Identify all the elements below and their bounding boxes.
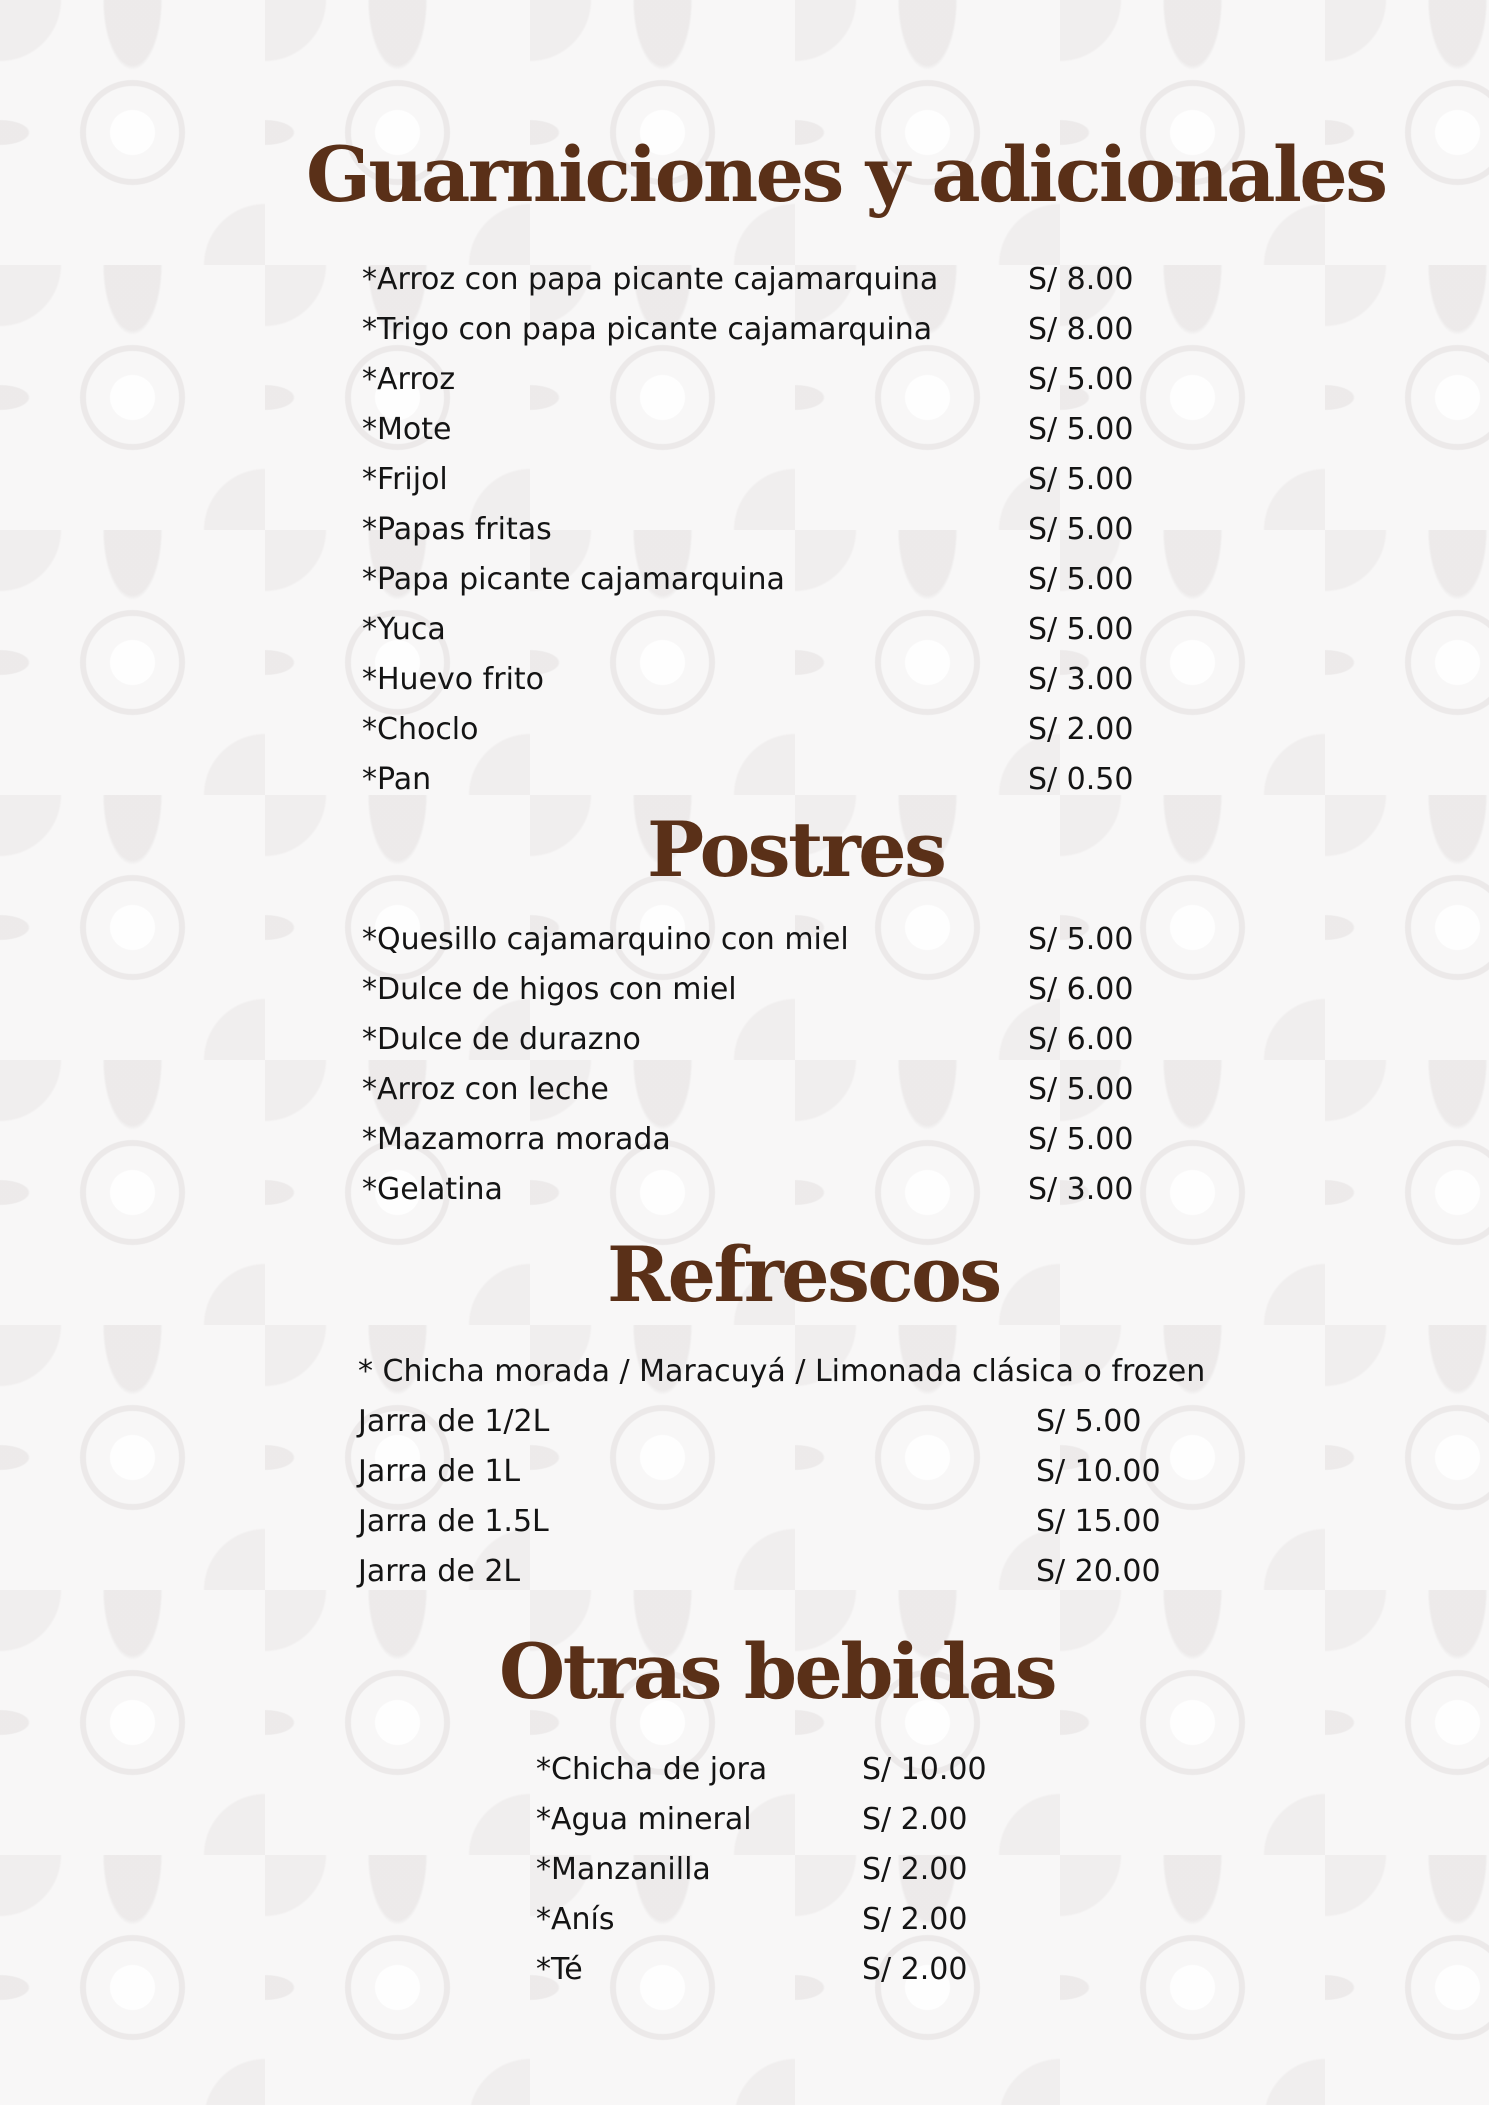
item-price: S/ 5.00 xyxy=(1028,462,1134,497)
item-price: S/ 5.00 xyxy=(1036,1404,1142,1439)
item-price: S/ 2.00 xyxy=(862,1952,968,1987)
item-price: S/ 2.00 xyxy=(1028,712,1134,747)
item-name: Jarra de 1.5L xyxy=(358,1504,549,1539)
item-price: S/ 3.00 xyxy=(1028,1172,1134,1207)
item-name: *Huevo frito xyxy=(362,662,545,697)
item-price: S/ 3.00 xyxy=(1028,662,1134,697)
section-title-refrescos: Refrescos xyxy=(607,1230,1000,1319)
item-name: *Frijol xyxy=(362,462,448,497)
item-name: *Trigo con papa picante cajamarquina xyxy=(362,312,933,347)
section-title-otras-bebidas: Otras bebidas xyxy=(499,1627,1056,1716)
item-price: S/ 20.00 xyxy=(1036,1554,1161,1589)
item-name: *Té xyxy=(536,1952,583,1987)
item-price: S/ 15.00 xyxy=(1036,1504,1161,1539)
item-price: S/ 5.00 xyxy=(1028,562,1134,597)
item-name: *Papas fritas xyxy=(362,512,552,547)
item-name: *Mote xyxy=(362,412,452,447)
item-name: *Agua mineral xyxy=(536,1802,752,1837)
item-price: S/ 5.00 xyxy=(1028,922,1134,957)
item-price: S/ 5.00 xyxy=(1028,612,1134,647)
item-name: *Pan xyxy=(362,762,432,797)
item-name: *Gelatina xyxy=(362,1172,503,1207)
item-name: Jarra de 2L xyxy=(358,1554,521,1589)
item-price: S/ 2.00 xyxy=(862,1902,968,1937)
item-name: *Arroz con papa picante cajamarquina xyxy=(362,262,939,297)
item-price: S/ 8.00 xyxy=(1028,262,1134,297)
item-name: *Manzanilla xyxy=(536,1852,711,1887)
item-name: *Dulce de higos con miel xyxy=(362,972,737,1007)
item-name: *Mazamorra morada xyxy=(362,1122,671,1157)
item-price: S/ 5.00 xyxy=(1028,1122,1134,1157)
item-name: *Chicha de jora xyxy=(536,1752,768,1787)
item-name: Jarra de 1/2L xyxy=(358,1404,550,1439)
item-name: *Arroz con leche xyxy=(362,1072,609,1107)
section-title-postres: Postres xyxy=(647,805,945,894)
item-price: S/ 5.00 xyxy=(1028,362,1134,397)
item-name: *Papa picante cajamarquina xyxy=(362,562,785,597)
item-name: *Quesillo cajamarquino con miel xyxy=(362,922,849,957)
item-price: S/ 5.00 xyxy=(1028,1072,1134,1107)
item-name: Jarra de 1L xyxy=(358,1454,521,1489)
item-price: S/ 6.00 xyxy=(1028,972,1134,1007)
item-name: *Arroz xyxy=(362,362,456,397)
item-name: *Yuca xyxy=(362,612,446,647)
subtitle-text: * Chicha morada / Maracuyá / Limonada clásica o frozen xyxy=(358,1354,1206,1389)
section-title-guarniciones: Guarniciones y adicionales xyxy=(306,130,1386,219)
item-name: *Choclo xyxy=(362,712,479,747)
item-price: S/ 6.00 xyxy=(1028,1022,1134,1057)
item-name: *Anís xyxy=(536,1902,615,1937)
item-price: S/ 10.00 xyxy=(1036,1454,1161,1489)
item-name: *Dulce de durazno xyxy=(362,1022,641,1057)
item-price: S/ 0.50 xyxy=(1028,762,1134,797)
item-price: S/ 5.00 xyxy=(1028,412,1134,447)
item-price: S/ 10.00 xyxy=(862,1752,987,1787)
item-price: S/ 8.00 xyxy=(1028,312,1134,347)
item-price: S/ 2.00 xyxy=(862,1802,968,1837)
item-price: S/ 5.00 xyxy=(1028,512,1134,547)
item-price: S/ 2.00 xyxy=(862,1852,968,1887)
